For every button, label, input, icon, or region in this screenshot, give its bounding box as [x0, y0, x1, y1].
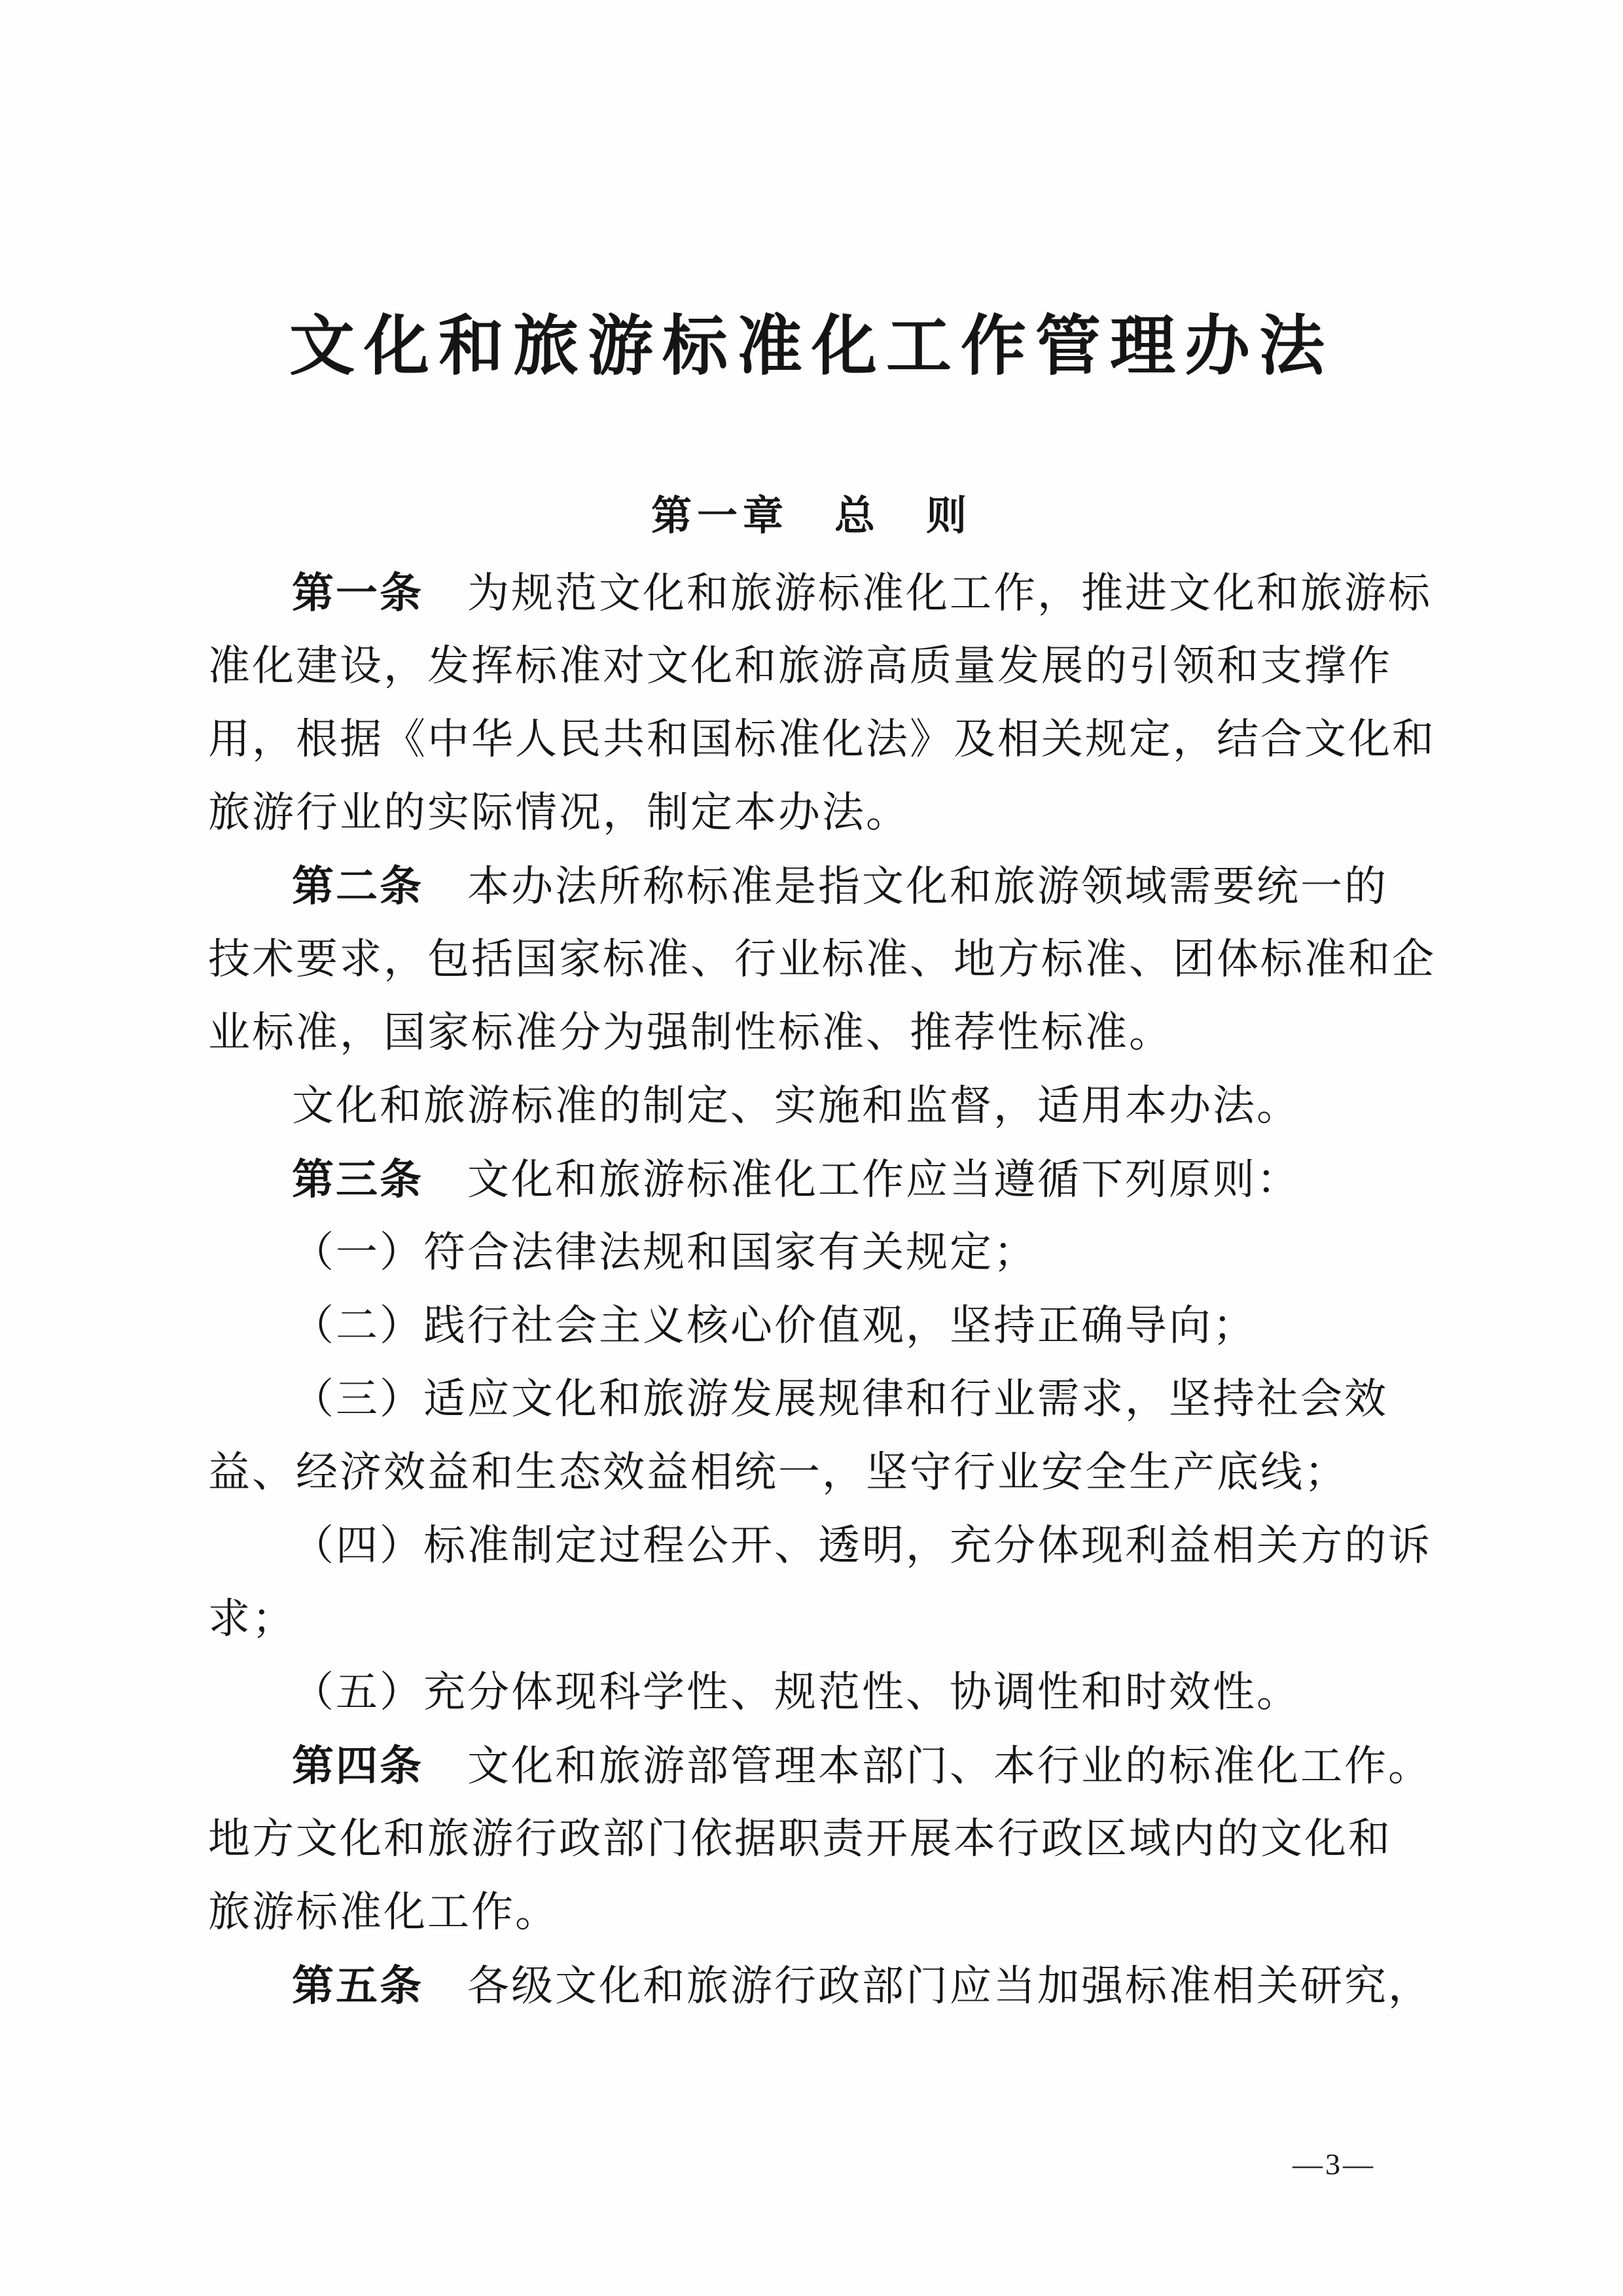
body-line-text: 旅游行业的实际情况，制定本办法。 — [208, 789, 910, 836]
body-line-text: 文化和旅游标准化工作应当遵循下列原则： — [423, 1157, 1300, 1203]
document-body — [208, 556, 1436, 2022]
body-line-text: 益、经济效益和生态效益相统一，坚守行业安全生产底线； — [208, 1449, 1348, 1496]
body-line-text: （五）充分体现科学性、规范性、协调性和时效性。 — [292, 1669, 1300, 1715]
body-line — [208, 703, 1436, 776]
page-number: —3— — [1293, 2147, 1376, 2181]
document-title: 文化和旅游标准化工作管理办法 — [289, 310, 1334, 383]
body-line-text: （二）践行社会主义核心价值观，坚持正确导向； — [292, 1302, 1257, 1349]
body-line-text: 业标准，国家标准分为强制性标准、推荐性标准。 — [208, 1009, 1173, 1056]
body-line-text: 文化和旅游部管理本部门、本行业的标准化工作。 — [423, 1743, 1432, 1789]
body-line-text: 为规范文化和旅游标准化工作，推进文化和旅游标 — [423, 570, 1432, 617]
body-line-text: 求； — [208, 1596, 296, 1642]
body-line — [208, 1143, 1429, 1216]
body-line-text: 地方文化和旅游行政部门依据职责开展本行政区域内的文化和 — [208, 1816, 1392, 1862]
body-line-text: （四）标准制定过程公开、透明，充分体现利益相关方的诉 — [292, 1522, 1432, 1569]
body-line-text: （三）适应文化和旅游发展规律和行业需求，坚持社会效 — [292, 1376, 1388, 1422]
body-line — [208, 1436, 1429, 1509]
body-line — [208, 630, 1429, 703]
body-line — [208, 996, 1429, 1069]
body-line-text: 旅游标准化工作。 — [208, 1889, 559, 1935]
body-line-text: 本办法所称标准是指文化和旅游领域需要统一的 — [423, 863, 1388, 910]
chapter-heading: 第一章 总 则 — [651, 493, 972, 539]
body-line — [208, 1729, 1432, 1803]
article-number-label: 第三条 — [292, 1156, 423, 1203]
body-line — [208, 1363, 1429, 1436]
body-line — [208, 776, 1429, 850]
body-line-text: 各级文化和旅游行政部门应当加强标准相关研究， — [423, 1963, 1432, 2009]
article-number-label: 第一条 — [292, 569, 423, 617]
body-line-text: 文化和旅游标准的制定、实施和监督，适用本办法。 — [292, 1083, 1300, 1129]
body-line — [208, 1509, 1432, 1583]
body-line — [208, 850, 1429, 923]
article-number-label: 第二条 — [292, 863, 423, 910]
body-line — [208, 1289, 1429, 1363]
body-line-text: 技术要求，包括国家标准、行业标准、地方标准、团体标准和企 — [208, 936, 1436, 982]
article-number-label: 第四条 — [292, 1742, 423, 1789]
body-line-text: 用，根据《中华人民共和国标准化法》及相关规定，结合文化和 — [208, 716, 1436, 762]
body-line — [208, 1583, 1429, 1656]
body-line — [208, 1069, 1429, 1143]
body-line — [208, 1949, 1432, 2022]
body-line — [208, 1656, 1429, 1729]
body-line — [208, 1803, 1429, 1876]
body-line — [208, 556, 1432, 630]
body-line — [208, 923, 1436, 996]
body-line — [208, 1876, 1429, 1949]
body-line-text: （一）符合法律法规和国家有关规定； — [292, 1229, 1037, 1276]
body-line-text: 准化建设，发挥标准对文化和旅游高质量发展的引领和支撑作 — [208, 643, 1392, 689]
body-line — [208, 1216, 1429, 1289]
article-number-label: 第五条 — [292, 1962, 423, 2009]
